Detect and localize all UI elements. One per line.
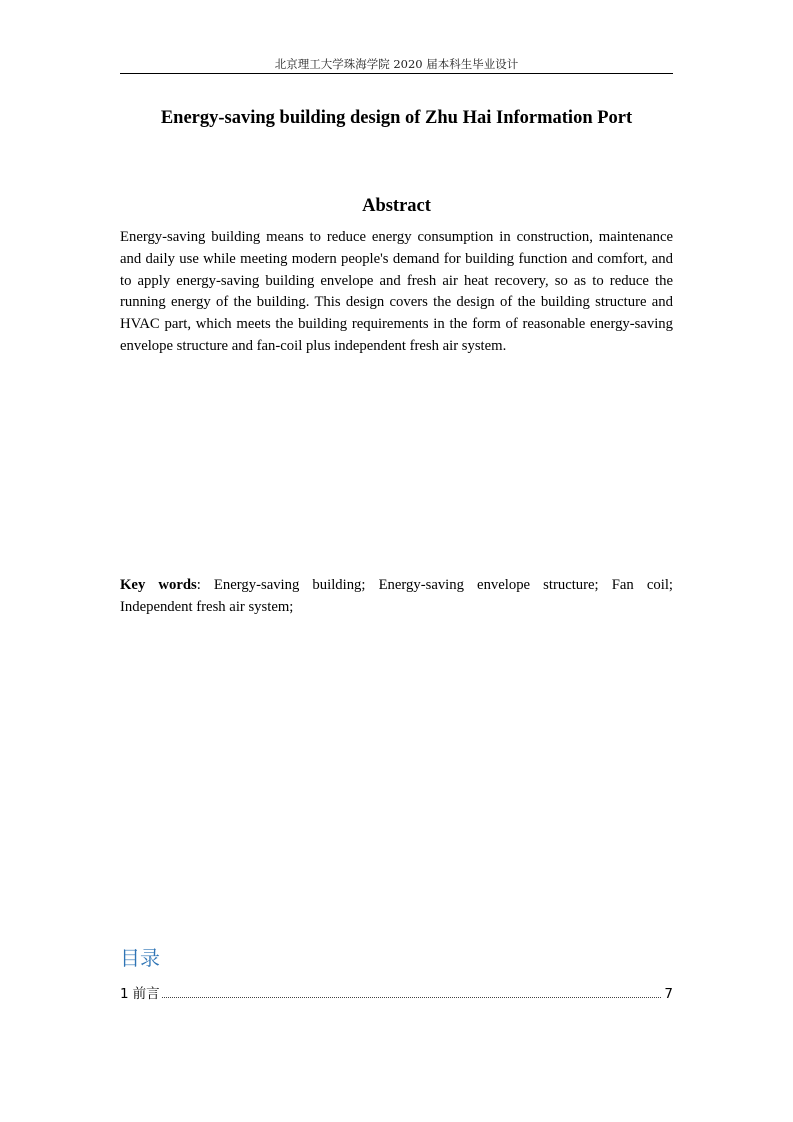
document-title: Energy-saving building design of Zhu Hai Information Port — [160, 108, 633, 128]
toc-entry-title: 前言 — [132, 986, 160, 1002]
keywords-text: : Energy-saving building; Energy-saving envelope structure; Fan coil; Independent fresh air system; — [120, 577, 673, 615]
toc-entry[interactable] — [120, 984, 673, 1004]
abstract-heading: Abstract — [362, 196, 431, 216]
toc-entry-page: 7 — [664, 986, 673, 1002]
keywords-label: Key words — [120, 577, 197, 593]
page-header: 北京理工大学珠海学院 2020 届本科生毕业设计 — [274, 57, 519, 71]
keywords-paragraph — [120, 575, 673, 619]
abstract-body: Energy-saving building means to reduce energy consumption in construction, maintenance and daily use while meeting modern people's demand for building function and comfort, and to apply energy-saving building envelope and fresh air heat recovery, so as to reduce the running energy of the building. This design covers the design of the building structure and HVAC part, which meets the building requirements in the form of reasonable energy-saving envelope structure and fan-coil plus independent fresh air system. — [120, 229, 673, 354]
toc-heading: 目录 — [120, 946, 160, 970]
toc-dot-leader — [162, 997, 662, 998]
toc-entry-number: 1 — [120, 986, 129, 1002]
header-rule — [120, 73, 673, 74]
